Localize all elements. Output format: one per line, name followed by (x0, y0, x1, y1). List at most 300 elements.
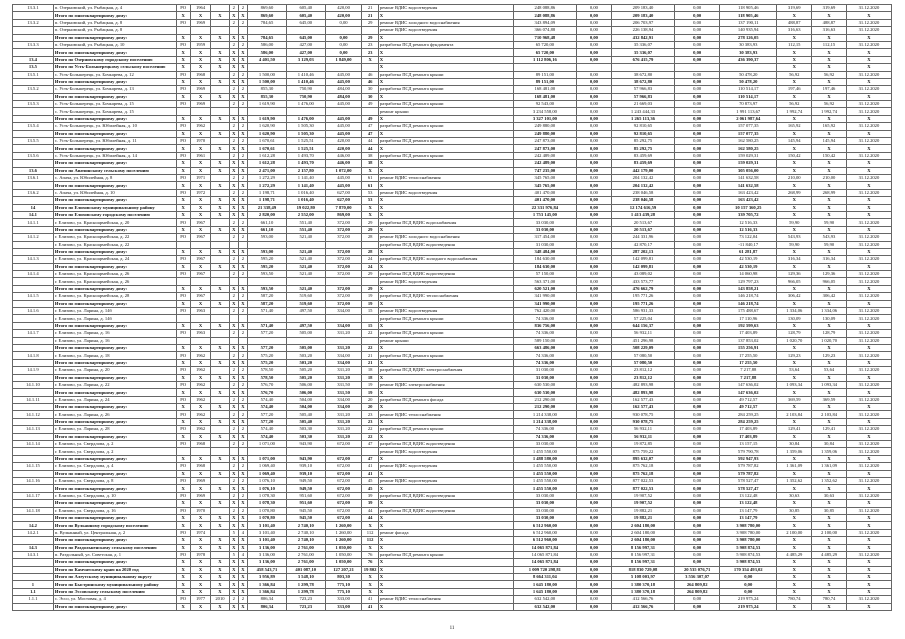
address-cell: Итого по многоквартирному дому: (53, 433, 176, 440)
unit-cost-cell: 1 093,34 (777, 381, 812, 388)
fund-local-cell: 0,00 (675, 101, 720, 108)
fund-owners-cell: 12 516,33 (720, 219, 777, 226)
overhaul-year-cell (211, 86, 229, 93)
living-area-cell: 334,00 (325, 352, 362, 359)
ownership-type-cell: РО (176, 138, 190, 145)
ownership-type-cell: X (176, 34, 190, 41)
work-type-cell: X (378, 389, 513, 396)
fund-owners-cell: 141 632,58 (720, 174, 777, 181)
unit-cost-cell: 129,36 (777, 271, 812, 278)
address-cell: Итого по многоквартирному дому: (53, 514, 176, 521)
row-number-cell: 14.1.3 (13, 256, 54, 263)
fund-owners-cell: 157 077,35 (720, 123, 777, 130)
ownership-type-cell: X (176, 211, 190, 218)
total-area-cell: 855,30 (248, 86, 287, 93)
deadline-cell: 31.12.2020 (846, 426, 891, 433)
fund-owners-cell: 7 217,88 (720, 374, 777, 381)
unit-cost-cell: 112,15 (777, 41, 812, 48)
living-area-cell: 672,00 (325, 492, 362, 499)
year-built-cell: X (190, 485, 210, 492)
fund-federal-cell: 0,00 (577, 182, 612, 189)
year-built-cell: X (190, 130, 210, 137)
fund-federal-cell: 0,00 (577, 544, 612, 551)
year-built-cell: 1970 (190, 507, 210, 514)
fund-owners-cell: 110 514,17 (720, 93, 777, 100)
residents-cell: 45 (362, 478, 378, 485)
entrances-cell: X (238, 93, 247, 100)
table-row (13, 27, 892, 34)
floors-cell: 5 (229, 529, 238, 536)
fund-regional-cell: 8 156 997,31 (611, 544, 674, 551)
fund-owners-cell: 17 403,89 (720, 330, 777, 337)
entrances-cell: X (238, 12, 247, 19)
address-cell: г. Елизово, ул. Ларина, д. 14б (53, 308, 176, 315)
fund-owners-cell: 143 858,21 (720, 285, 777, 292)
ownership-type-cell: X (176, 359, 190, 366)
unit-cost-cell: 56,92 (777, 101, 812, 108)
floors-cell: 2 (229, 174, 238, 181)
total-area-cell: 3 136,00 (248, 551, 287, 558)
work-cost-cell: 710 968,48 (513, 34, 576, 41)
work-type-cell: X (378, 359, 513, 366)
work-type-cell: ремонт ВДИС водоотведения (378, 189, 513, 196)
unit-cost-cell: 56,92 (777, 71, 812, 78)
unit-cost-limit-cell: 1 361,09 (812, 463, 847, 470)
address-cell: г. Елизово, ул. Ларина, д. 26 (53, 411, 176, 418)
premises-area-cell: 2 740,10 (286, 529, 325, 536)
fund-federal-cell: 0,00 (577, 12, 612, 19)
row-number-cell (13, 448, 54, 455)
total-area-cell: 4 401,50 (248, 56, 287, 63)
year-built-cell: 1967 (190, 256, 210, 263)
total-area-cell: 2 471,00 (248, 167, 287, 174)
premises-area-cell: 506,00 (286, 389, 325, 396)
year-built-cell: X (190, 56, 210, 63)
living-area-cell: 1 849,00 (325, 56, 362, 63)
unit-cost-cell: X (777, 248, 812, 255)
table-row (13, 308, 892, 315)
total-area-cell: 595,20 (248, 256, 287, 263)
work-type-cell: X (378, 167, 513, 174)
fund-regional-cell: 56 932,11 (611, 330, 674, 337)
total-area-cell: 3 101,40 (248, 522, 287, 529)
table-row (13, 367, 892, 374)
overhaul-year-cell (211, 381, 229, 388)
deadline-cell: X (846, 566, 891, 573)
fund-regional-cell: 38 672,80 (611, 71, 674, 78)
overhaul-year-cell: X (211, 603, 229, 610)
address-cell: Итого по Алеутскому муниципальному округу (53, 574, 176, 581)
ownership-type-cell: X (176, 248, 190, 255)
table-row (13, 271, 892, 278)
subtotal-row (13, 167, 892, 174)
fund-regional-cell: 287 202,13 (611, 248, 674, 255)
row-number-cell (13, 559, 54, 566)
address-cell: Итого по многоквартирному дому: (53, 603, 176, 610)
overhaul-year-cell (211, 448, 229, 455)
ownership-type-cell: РО (176, 367, 190, 374)
subtotal-row (13, 588, 892, 595)
fund-owners-cell: 578 527,47 (720, 478, 777, 485)
residents-cell: 23 (362, 41, 378, 48)
table-row (13, 19, 892, 26)
overhaul-year-cell (211, 492, 229, 499)
living-area-cell: 420,00 (325, 145, 362, 152)
entrances-cell: 4 (238, 529, 247, 536)
unit-cost-limit-cell: 53,64 (812, 367, 847, 374)
work-cost-cell (513, 64, 576, 71)
residents-cell (362, 315, 378, 322)
fund-federal-cell: 0,00 (577, 108, 612, 115)
unit-cost-limit-cell: 56,92 (812, 71, 847, 78)
row-number-cell: 1.1 (13, 588, 54, 595)
address-cell: Итого по Озерновскому городскому поселению (53, 56, 176, 63)
fund-federal-cell: 0,00 (577, 115, 612, 122)
fund-local-cell: 0,00 (675, 308, 720, 315)
address-cell: г. Елизово, ул. Свердлова, д. 16 (53, 507, 176, 514)
entrances-cell: X (238, 470, 247, 477)
overhaul-year-cell: X (211, 78, 229, 85)
premises-area-cell: 1 525,51 (286, 138, 325, 145)
fund-owners-cell: 30 383,93 (720, 41, 777, 48)
overhaul-year-cell (211, 330, 229, 337)
overhaul-year-cell (211, 241, 229, 248)
deadline-cell: X (846, 537, 891, 544)
premises-area-cell: 401 087,10 (286, 566, 325, 573)
fund-regional-cell: 195 771,26 (611, 300, 674, 307)
living-area-cell: 672,00 (325, 500, 362, 507)
unit-cost-limit-cell: 150,42 (812, 152, 847, 159)
deadline-cell: 31.12.2020 (846, 352, 891, 359)
fund-regional-cell: 875 762,18 (611, 470, 674, 477)
row-number-cell: 13.6 (13, 167, 54, 174)
row-number-cell (13, 315, 54, 322)
residents-cell: 76 (362, 551, 378, 558)
overhaul-year-cell: X (211, 115, 229, 122)
total-area-cell: 661,10 (248, 226, 287, 233)
work-type-cell: X (378, 522, 513, 529)
premises-area-cell: 505,40 (286, 418, 325, 425)
living-area-cell: 803,30 (325, 574, 362, 581)
fund-regional-cell: 818 830 729,08 (611, 566, 674, 573)
living-area-cell: 445,00 (325, 71, 362, 78)
fund-owners-cell: 7 217,88 (720, 367, 777, 374)
residents-cell: 112 (362, 537, 378, 544)
premises-area-cell: 519,60 (286, 293, 325, 300)
year-built-cell: X (190, 226, 210, 233)
residents-cell: X (362, 588, 378, 595)
premises-area-cell: 1 505,30 (286, 123, 325, 130)
fund-federal-cell: 0,00 (577, 485, 612, 492)
row-number-cell (13, 285, 54, 292)
year-built-cell: 1962 (190, 411, 210, 418)
overhaul-year-cell: X (211, 300, 229, 307)
work-type-cell: ремонт ВДИС водоотведения (378, 278, 513, 285)
deadline-cell: 31.12.2020 (846, 138, 891, 145)
subtotal-row (13, 322, 892, 329)
premises-area-cell: 521,40 (286, 285, 325, 292)
table-row (13, 293, 892, 300)
deadline-cell: 31.12.2020 (846, 71, 891, 78)
ownership-type-cell: РО (176, 219, 190, 226)
fund-federal-cell: 0,00 (577, 470, 612, 477)
address-cell: г. Елизово, ул. Ларина, д. 28 (53, 426, 176, 433)
ownership-type-cell: РО (176, 308, 190, 315)
year-built-cell: 1962 (190, 352, 210, 359)
year-built-cell: X (190, 470, 210, 477)
unit-cost-limit-cell: 165,92 (812, 123, 847, 130)
fund-federal-cell: 0,00 (577, 507, 612, 514)
unit-cost-limit-cell: 145,94 (812, 138, 847, 145)
subtotal-row (13, 93, 892, 100)
fund-regional-cell: 195 771,26 (611, 293, 674, 300)
unit-cost-limit-cell: 30,84 (812, 441, 847, 448)
ownership-type-cell: X (176, 167, 190, 174)
fund-owners-cell: 0,00 (720, 588, 777, 595)
fund-regional-cell: 482 893,98 (611, 389, 674, 396)
ownership-type-cell: РО (176, 293, 190, 300)
fund-regional-cell: 19 907,52 (611, 492, 674, 499)
floors-cell: 2 (229, 507, 238, 514)
fund-local-cell: 0,00 (675, 470, 720, 477)
work-type-cell: разработка ПСД ремонта крыши (378, 138, 513, 145)
fund-regional-cell: 19 882,21 (611, 507, 674, 514)
unit-cost-limit-cell: X (812, 455, 847, 462)
unit-cost-limit-cell: X (812, 404, 847, 411)
deadline-cell: 31.12.2020 (846, 19, 891, 26)
ownership-type-cell (176, 448, 190, 455)
unit-cost-limit-cell: X (812, 574, 847, 581)
ownership-type-cell: X (176, 559, 190, 566)
work-cost-cell: 663 486,00 (513, 344, 576, 351)
work-cost-cell: 33 030,00 (513, 441, 576, 448)
floors-cell (229, 108, 238, 115)
fund-federal-cell: 0,00 (577, 130, 612, 137)
unit-cost-limit-cell: X (812, 418, 847, 425)
unit-cost-limit-cell: X (812, 285, 847, 292)
row-number-cell: 13.6.1 (13, 174, 54, 181)
subtotal-row (13, 485, 892, 492)
unit-cost-cell: X (777, 78, 812, 85)
total-area-cell: 1 070,80 (248, 507, 287, 514)
entrances-cell: 2 (238, 507, 247, 514)
living-area-cell: 627,00 (325, 189, 362, 196)
table-row (13, 330, 892, 337)
total-area-cell: 784,65 (248, 34, 287, 41)
row-number-cell: 14.1.10 (13, 381, 54, 388)
year-built-cell: X (190, 160, 210, 167)
work-type-cell: разработка ПСД ВДИС водоотведения (378, 507, 513, 514)
fund-local-cell: 0,00 (675, 596, 720, 603)
fund-regional-cell: 433 573,77 (611, 278, 674, 285)
work-cost-cell: 343 894,09 (513, 19, 576, 26)
work-cost-cell: 33 030,00 (513, 514, 576, 521)
fund-local-cell: 0,00 (675, 78, 720, 85)
entrances-cell (238, 337, 247, 344)
address-cell: п. Озерновский, ул. Рыбацкая, д. 8 (53, 27, 176, 34)
total-area-cell: 577,20 (248, 330, 287, 337)
work-cost-cell: 1 753 145,00 (513, 211, 576, 218)
entrances-cell: X (238, 300, 247, 307)
deadline-cell: 31.12.2020 (846, 41, 891, 48)
work-type-cell: X (378, 559, 513, 566)
residents-cell: 61 (362, 182, 378, 189)
address-cell: г. Елизово, ул. Свердлова, д. 2 (53, 441, 176, 448)
living-area-cell: 1 260,00 (325, 537, 362, 544)
total-area-cell: 574,40 (248, 404, 287, 411)
work-cost-cell: 65 720,00 (513, 41, 576, 48)
year-built-cell: 1967 (190, 293, 210, 300)
entrances-cell: 2 (238, 123, 247, 130)
row-number-cell: 14.1.1 (13, 219, 54, 226)
fund-regional-cell: 162 577,43 (611, 404, 674, 411)
entrances-cell: X (238, 211, 247, 218)
row-number-cell (13, 93, 54, 100)
work-cost-cell: 6 512 960,00 (513, 529, 576, 536)
residents-cell: X (362, 211, 378, 218)
row-number-cell: 14.1.18 (13, 507, 54, 514)
overhaul-year-cell: X (211, 574, 229, 581)
fund-owners-cell: 5 908 874,53 (720, 551, 777, 558)
deadline-cell: 31.12.2020 (846, 108, 891, 115)
total-area-cell: 3 136,00 (248, 559, 287, 566)
residents-cell: 22 (362, 330, 378, 337)
living-area-cell: 331,20 (325, 330, 362, 337)
fund-local-cell: 0,00 (675, 507, 720, 514)
deadline-cell: X (846, 359, 891, 366)
address-cell: Итого по многоквартирному дому: (53, 49, 176, 56)
deadline-cell: 31.12.2020 (846, 492, 891, 499)
fund-federal-cell: 0,00 (577, 101, 612, 108)
total-area-cell: 1 619,90 (248, 115, 287, 122)
entrances-cell: X (238, 603, 247, 610)
work-type-cell: X (378, 514, 513, 521)
fund-federal-cell: 0,00 (577, 315, 612, 322)
fund-regional-cell: 19 872,85 (611, 441, 674, 448)
year-built-cell: X (190, 182, 210, 189)
fund-local-cell: 0,00 (675, 441, 720, 448)
unit-cost-limit-cell: 4 485,29 (812, 551, 847, 558)
residents-cell: 20 (362, 396, 378, 403)
fund-owners-cell: 579 787,82 (720, 463, 777, 470)
total-area-cell: 1 272,29 (248, 182, 287, 189)
work-cost-cell: 168 481,00 (513, 93, 576, 100)
subtotal-row (13, 455, 892, 462)
year-built-cell: X (190, 522, 210, 529)
living-area-cell: 127 207,21 (325, 566, 362, 573)
year-built-cell: X (190, 248, 210, 255)
total-area-cell: 593,00 (248, 248, 287, 255)
overhaul-year-cell (211, 27, 229, 34)
unit-cost-cell: X (777, 433, 812, 440)
fund-federal-cell: 0,00 (577, 566, 612, 573)
fund-owners-cell: 339 705,72 (720, 211, 777, 218)
table-row (13, 463, 892, 470)
address-cell: Итого по Елизовскому муниципальному району (53, 204, 176, 211)
unit-cost-cell: X (777, 93, 812, 100)
residents-cell: X (362, 204, 378, 211)
premises-area-cell: 505,20 (286, 374, 325, 381)
total-area-cell: 593,50 (248, 271, 287, 278)
work-type-cell: X (378, 581, 513, 588)
residents-cell: 21 (362, 359, 378, 366)
premises-area-cell (286, 278, 325, 285)
fund-federal-cell: 0,00 (577, 160, 612, 167)
premises-area-cell: 427,00 (286, 41, 325, 48)
deadline-cell: 31.12.2020 (846, 174, 891, 181)
ownership-type-cell: X (176, 12, 190, 19)
living-area-cell: 672,00 (325, 485, 362, 492)
deadline-cell: X (846, 404, 891, 411)
subtotal-row (13, 263, 892, 270)
work-cost-cell: 1 455 550,00 (513, 463, 576, 470)
work-type-cell: X (378, 182, 513, 189)
address-cell: Итого по многоквартирному дому: (53, 485, 176, 492)
floors-cell: X (229, 455, 238, 462)
entrances-cell: 2 (238, 71, 247, 78)
work-cost-cell: 248 088,86 (513, 5, 576, 12)
premises-area-cell: 505,00 (286, 344, 325, 351)
work-type-cell: X (378, 12, 513, 19)
row-number-cell: 14.1.6 (13, 308, 54, 315)
fund-regional-cell: 2 604 180,00 (611, 522, 674, 529)
entrances-cell: 2 (238, 596, 247, 603)
floors-cell: 2 (229, 426, 238, 433)
unit-cost-cell: X (777, 522, 812, 529)
unit-cost-limit-cell: X (812, 34, 847, 41)
work-type-cell: разработка ПСД ремонта крыши (378, 86, 513, 93)
subtotal-row (13, 211, 892, 218)
fund-regional-cell: 23 812,12 (611, 374, 674, 381)
deadline-cell: 31.12.2020 (846, 308, 891, 315)
fund-local-cell: 0,00 (675, 559, 720, 566)
living-area-cell: 0,00 (325, 34, 362, 41)
subtotal-row (13, 433, 892, 440)
fund-federal-cell: 0,00 (577, 234, 612, 241)
work-cost-cell: 14 065 871,84 (513, 544, 576, 551)
table-row (13, 71, 892, 78)
overhaul-year-cell (211, 271, 229, 278)
total-area-cell: 1 078,30 (248, 500, 287, 507)
ownership-type-cell: РО (176, 5, 190, 12)
row-number-cell: 14.1.16 (13, 478, 54, 485)
ownership-type-cell: РО (176, 71, 190, 78)
floors-cell: 2 (229, 123, 238, 130)
fund-local-cell: 0,00 (675, 256, 720, 263)
fund-local-cell: 3 556 307,07 (675, 574, 720, 581)
deadline-cell: X (846, 211, 891, 218)
premises-area-cell (286, 448, 325, 455)
subtotal-row (13, 145, 892, 152)
unit-cost-limit-cell: 1 093,34 (812, 381, 847, 388)
floors-cell: X (229, 263, 238, 270)
fund-regional-cell: 476 662,79 (611, 285, 674, 292)
overhaul-year-cell (211, 19, 229, 26)
fund-owners-cell: 592 947,93 (720, 455, 777, 462)
address-cell: Итого по Елизовскому городскому поселению (53, 211, 176, 218)
premises-area-cell: 521,40 (286, 256, 325, 263)
fund-regional-cell: 57 225,04 (611, 315, 674, 322)
floors-cell: X (229, 93, 238, 100)
fund-local-cell: 0,00 (675, 152, 720, 159)
fund-regional-cell: 42 870,17 (611, 241, 674, 248)
work-cost-cell: 92 543,00 (513, 101, 576, 108)
premises-area-cell: 551,40 (286, 226, 325, 233)
premises-area-cell: 505,20 (286, 367, 325, 374)
ownership-type-cell: X (176, 389, 190, 396)
overhaul-year-cell: X (211, 418, 229, 425)
fund-regional-cell: 2 604 180,00 (611, 529, 674, 536)
